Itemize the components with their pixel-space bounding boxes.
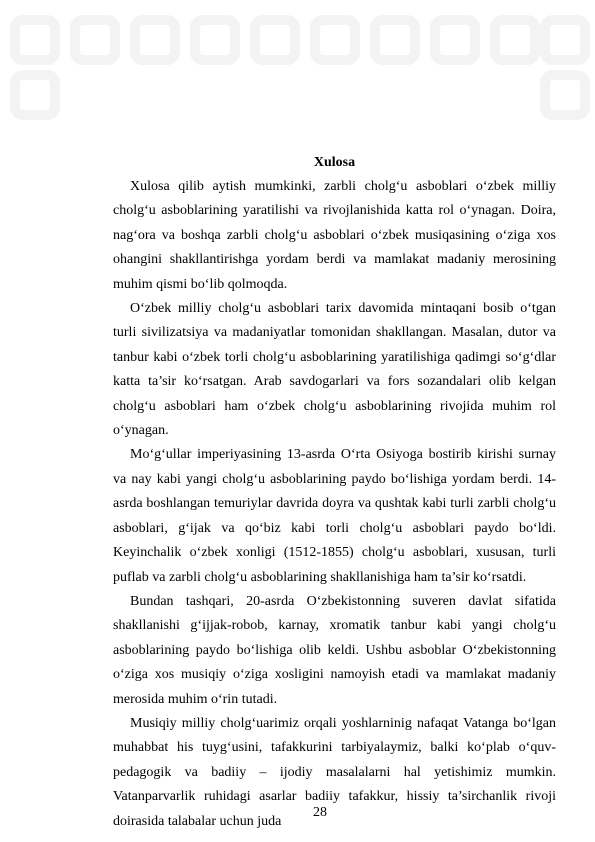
document-title: Xulosa bbox=[313, 155, 356, 170]
paragraph-5: Musiqiy milliy cholg‘uarimiz orqali yoshlarninig nafaqat Vatanga bo‘lgan muhabbat his tuyg‘usini, tafakkurini tarbiyalaymiz, balki ko‘plab o‘quv-pedagogik va badiiy – ijodiy masalalarni hal yetishimiz mumkin. Vatanparvarlik ruhidagi asarlar badiiy tafakkur, hissiy ta’sirchanlik rivoji doirasida talabalar uchun juda bbox=[113, 715, 556, 829]
paragraph-2: O‘zbek milliy cholg‘u asboblari tarix davomida mintaqani bosib o‘tgan turli sivilizatsiya va madaniyatlar tomonidan shakllangan. Masalan, dutor va tanbur kabi o‘zbek torli cholg‘u asboblarining yaratilishiga qadimgi so‘g‘dlar katta ta’sir ko‘rsatgan. Arab savdogarlari va fors sozandalari olib kelgan cholg‘u asboblari ham o‘zbek cholg‘u asboblarining rivojida muhim rol o‘ynagan. bbox=[113, 301, 556, 439]
paragraph-1: Xulosa qilib aytish mumkinki, zarbli cholg‘u asboblari o‘zbek milliy cholg‘u asboblarining yaratilishi va rivojlanishida katta rol o‘ynagan. Doira, nag‘ora va boshqa zarbli cholg‘u asboblari o‘zbek musiqasining o‘ziga xos ohangini shakllantirishga yordam berdi va mamlakat madaniy merosining muhim qismi bo‘lib qolmoqda. bbox=[113, 179, 556, 292]
watermark-logos bbox=[0, 0, 595, 130]
paragraph-3: Mo‘g‘ullar imperiyasining 13-asrda O‘rta Osiyoga bostirib kirishi surnay va nay kabi yangi cholg‘u asboblarining paydo bo‘lishiga yordam berdi. 14-asrda boshlangan temuriylar davrida doyra va qushtak kabi turli zarbli cholg‘u asboblari, g‘ijak va qo‘biz kabi torli cholg‘u asboblari paydo bo‘ldi. Keyinchalik o‘zbek xonligi (1512-1855) cholg‘u asboblari, xususan, turli puflab va zarbli cholg‘u asboblarining shakllanishiga ham ta’sir ko‘rsatdi. bbox=[113, 447, 556, 585]
document-page bbox=[113, 152, 556, 834]
page-number: 28 bbox=[313, 805, 327, 820]
paragraph-4: Bundan tashqari, 20-asrda O‘zbekistonning suveren davlat sifatida shakllanishi g‘ijjak-robob, karnay, xromatik tanbur kabi yangi cholg‘u asboblarining paydo bo‘lishiga olib keldi. Ushbu asboblar O‘zbekistonning o‘ziga xos musiqiy o‘ziga xosligini namoyish etadi va mamlakat madaniy merosida muhim o‘rin tutadi. bbox=[113, 593, 556, 707]
